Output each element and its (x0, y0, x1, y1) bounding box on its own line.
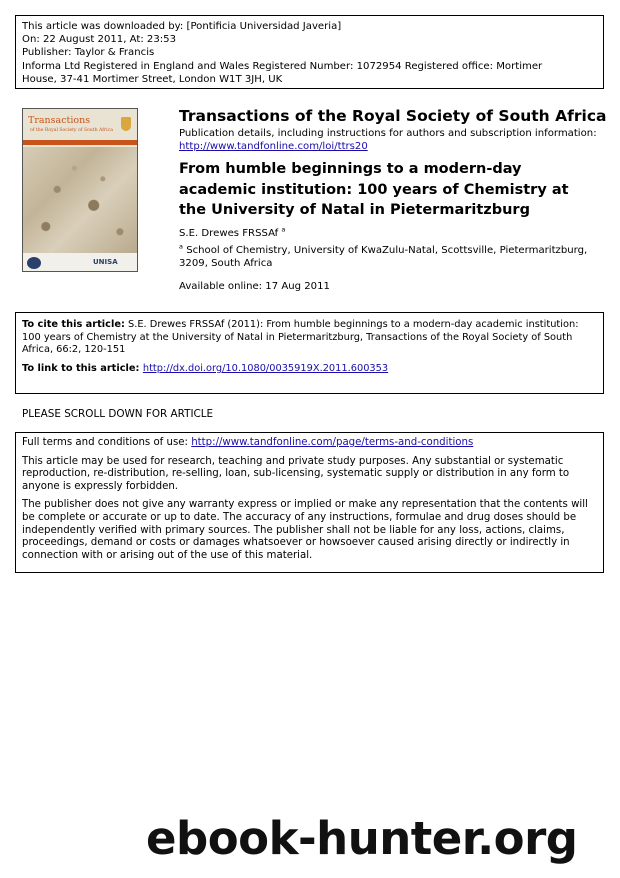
article-title: From humble beginnings to a modern-day academic institution: 100 years of Chemistry at the University of Natal in Pietermaritzburg (179, 161, 569, 218)
publication-details: Publication details, including instructions for authors and subscription information: (179, 128, 597, 139)
affiliation (179, 244, 599, 270)
cite-label: To cite this article: (22, 319, 125, 330)
download-line: On: 22 August 2011, At: 23:53 (22, 34, 177, 46)
publisher-logo: UNISA (93, 258, 118, 266)
crest-icon (121, 117, 131, 131)
cover-journal-word: Transactions (28, 115, 91, 126)
scroll-notice: PLEASE SCROLL DOWN FOR ARTICLE (22, 408, 214, 420)
journal-title: Transactions of the Royal Society of South Africa (179, 107, 607, 125)
journal-cover-image (22, 108, 138, 272)
download-line: Publisher: Taylor & Francis (22, 47, 155, 59)
link-paragraph (22, 363, 597, 376)
watermark: ebook-hunter.org (146, 812, 578, 865)
doi-link[interactable]: http://dx.doi.org/10.1080/0035919X.2011.600353 (142, 362, 389, 374)
article-header (179, 106, 607, 293)
cover-band (23, 140, 137, 145)
journal-link[interactable]: http://www.tandfonline.com/loi/ttrs20 (179, 140, 368, 152)
society-seal-icon (27, 257, 41, 269)
download-line: Informa Ltd Registered in England and Wales Registered Number: 1072954 Registered office: Mortimer (22, 60, 543, 72)
terms-link[interactable]: http://www.tandfonline.com/page/terms-and-conditions (191, 437, 474, 448)
terms-box (15, 432, 604, 573)
affil-mark: a (179, 242, 183, 251)
terms-paragraph-2: The publisher does not give any warranty express or implied or make any representation that the contents will be complete or accurate or up to date. The accuracy of any instructions, formulae and drug doses should be independently verified with primary sources. The publisher shall not be liable for any loss, actions, claims, proceedings, demand or costs or damages whatsoever or howsoever caused arising directly or indirectly in connection with or arising out of the use of this material. (22, 499, 588, 561)
terms-line (22, 437, 597, 450)
link-label: To link to this article: (22, 362, 143, 374)
terms-label: Full terms and conditions of use: (22, 437, 192, 448)
affiliation-text: School of Chemistry, University of KwaZulu-Natal, Scottsville, Pietermaritzburg, 3209, South Africa (179, 244, 588, 269)
author-affil-mark: a (281, 225, 286, 234)
terms-paragraph-1: This article may be used for research, teaching and private study purposes. Any substantial or systematic reproduction, re-distribution, re-selling, loan, sub-licensing, systematic supply or distribution in any form to anyone is expressly forbidden. (22, 455, 570, 492)
author-line (179, 227, 599, 240)
citation-box (15, 312, 604, 394)
cover-journal-small: of the Royal Society of South Africa (30, 128, 113, 133)
cite-text: S.E. Drewes FRSSAf (2011): From humble beginnings to a modern-day academic institution: 100 years of Chemistry at the University of Natal in Pietermaritzburg, Transactions of the Royal Society of South Africa, 66:2, 120-151 (22, 319, 579, 356)
cover-photo (23, 147, 137, 253)
download-line: This article was downloaded by: [Pontificia Universidad Javeria] (22, 21, 342, 32)
download-line: House, 37-41 Mortimer Street, London W1T 3JH, UK (22, 73, 283, 85)
download-notice-box (15, 15, 604, 89)
available-online: Available online: 17 Aug 2011 (179, 280, 330, 292)
author-name: S.E. Drewes FRSSAf (179, 227, 279, 239)
cite-paragraph (22, 319, 597, 357)
